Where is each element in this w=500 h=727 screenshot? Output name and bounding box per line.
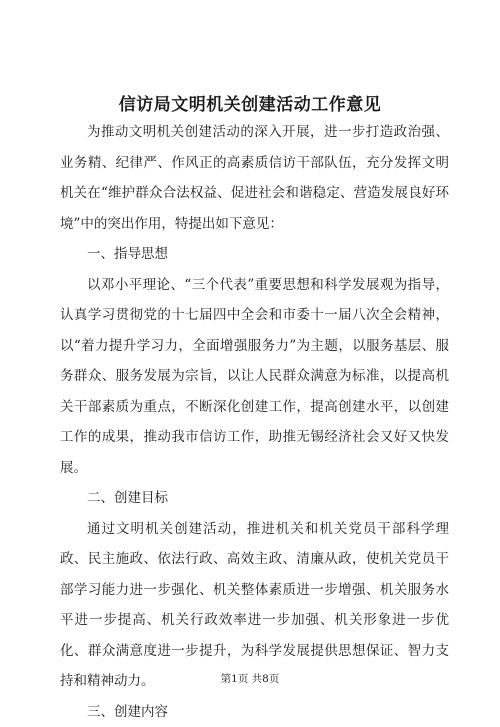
section-body-goals: 通过文明机关创建活动，推进机关和机关党员干部科学理政、民主施政、依法行政、高效主政、清廉从政，使机关党员干部学习能力进一步强化、机关整体素质进一步增强、机关服务水平进一步提高、机关行政效率进一步加强、机关形象进一步优化、群众满意度进一步提升，为科学发展提供思想保证、智力支持和精神动力。 — [60, 514, 449, 697]
section-heading-goals: 二、创建目标 — [60, 483, 449, 514]
page-number: 第1页 共8页 — [0, 671, 500, 686]
section-body-guiding-ideology: 以邓小平理论、“三个代表”重要思想和科学发展观为指导，认真学习贯彻党的十七届四中全会和市委十一届八次全会精神，以“着力提升学习力，全面增强服务力”为主题，以服务基层、服务群众、服务发展为宗旨，以让人民群众满意为标准，以提高机关干部素质为重点，不断深化创建工作，提高创建水平，以创建工作的成果，推动我市信访工作，助推无锡经济社会又好又快发展。 — [60, 270, 449, 484]
intro-paragraph: 为推动文明机关创建活动的深入开展，进一步打造政治强、业务精、纪律严、作风正的高素质信访干部队伍，充分发挥文明机关在“维护群众合法权益、促进社会和谐稳定、营造发展良好环境”中的突出作用，特提出如下意见： — [60, 117, 449, 239]
section-heading-content: 三、创建内容 — [60, 697, 449, 727]
section-heading-guiding-ideology: 一、指导思想 — [60, 239, 449, 270]
document-body — [60, 117, 449, 727]
document-title: 信访局文明机关创建活动工作意见 — [0, 90, 500, 115]
